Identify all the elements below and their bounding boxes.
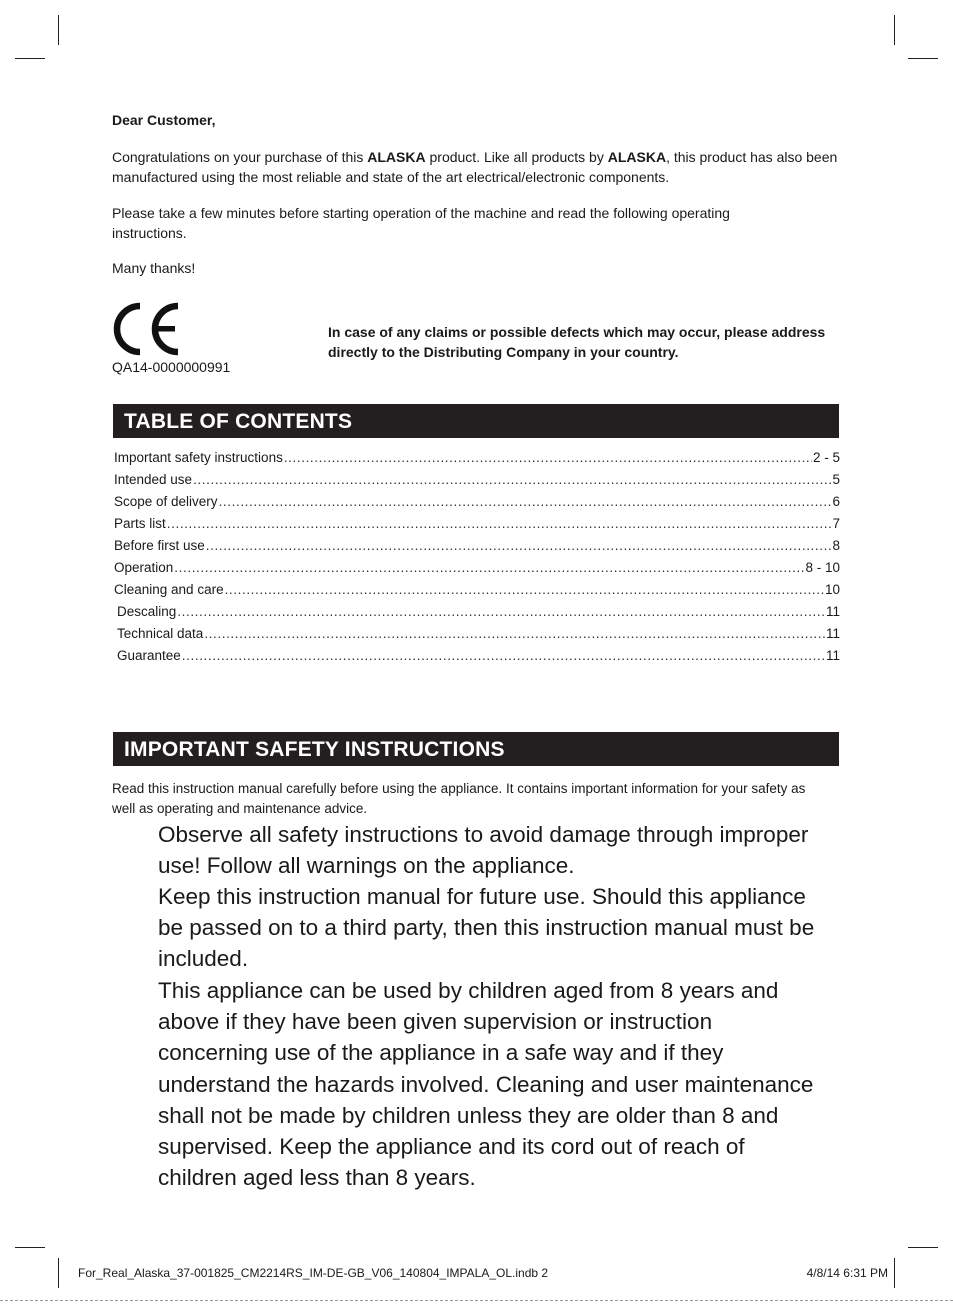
toc-entry[interactable] [114,648,840,670]
toc-entry[interactable] [114,538,840,560]
toc-title: Scope of delivery [114,494,218,509]
intro-text: , this product has also been manufactured using the most reliable and state of the art electrical/electronic components. [112,149,838,185]
toc-title: Parts list [114,516,166,531]
toc-title: Before first use [114,538,205,553]
brand-name: ALASKA [607,149,667,165]
toc-title: Cleaning and care [114,582,224,597]
toc-leader [174,560,804,575]
toc-leader [225,582,824,597]
toc-page: 7 [832,516,840,531]
toc-leader [177,604,825,619]
toc-entry[interactable] [114,450,840,472]
toc-title: Operation [114,560,174,575]
claims-notice: In case of any claims or possible defects which may occur, please address directly to the Distributing Company in your country. [328,324,826,360]
brand-name: ALASKA [367,149,426,165]
crop-mark [908,58,938,59]
toc-entry[interactable] [114,472,840,494]
crop-mark [15,58,45,59]
toc-page: 8 [832,538,840,553]
intro-text: Congratulations on your purchase of this [112,149,368,165]
toc-title: Descaling [117,604,177,619]
toc-entry[interactable] [114,626,840,648]
safety-intro: Read this instruction manual carefully before using the appliance. It contains important information for your safety as well as operating and maintenance advice. [112,781,806,816]
toc-page: 11 [825,604,840,619]
toc-title: Guarantee [117,648,181,663]
toc-entry[interactable] [114,560,840,582]
crop-mark [15,1247,45,1248]
toc-title: Intended use [114,472,193,487]
instructions-paragraph: Please take a few minutes before starting operation of the machine and read the following operating instructions. [112,205,730,241]
table-of-contents [114,450,840,670]
safety-paragraph-2: Keep this instruction manual for future use. Should this appliance be passed on to a third party, then this instruction manual must be included. [158,884,815,972]
safety-paragraph-3: This appliance can be used by children aged from 8 years and above if they have been given supervision or instruction concerning use of the appliance in a safe way and if they understand the hazards involved. Cleaning and user maintenance shall not be made by children unless they are older than 8 and supervised. Keep the appliance and its cord out of reach of children aged less than 8 years. [158,978,814,1191]
toc-page: 11 [825,648,840,663]
ce-mark-icon [110,300,190,358]
safety-paragraph-1: Observe all safety instructions to avoid damage through improper use! Follow all warnings on the appliance. [158,822,809,879]
safety-heading: IMPORTANT SAFETY INSTRUCTIONS [113,732,839,766]
toc-page: 2 - 5 [812,450,840,465]
intro-paragraph [112,148,847,187]
crop-mark [908,1247,938,1248]
toc-leader [219,494,832,509]
toc-entry[interactable] [114,516,840,538]
crop-mark [58,15,59,45]
toc-leader [182,648,825,663]
thanks-paragraph: Many thanks! [112,260,196,276]
footer-timestamp: 4/8/14 6:31 PM [806,1266,888,1280]
intro-text: product. Like all products by [425,149,608,165]
toc-leader [206,538,832,553]
toc-heading: TABLE OF CONTENTS [113,404,839,438]
toc-leader [204,626,825,641]
toc-page: 10 [824,582,840,597]
toc-page: 5 [832,472,840,487]
toc-leader [167,516,832,531]
footer-filename: For_Real_Alaska_37-001825_CM2214RS_IM-DE-GB_V06_140804_IMPALA_OL.indb 2 [78,1266,549,1280]
page-edge [0,1300,953,1301]
toc-entry[interactable] [114,582,840,604]
toc-leader [193,472,831,487]
toc-entry[interactable] [114,604,840,626]
crop-mark [894,1258,895,1288]
crop-mark [58,1258,59,1288]
toc-title: Important safety instructions [114,450,283,465]
toc-entry[interactable] [114,494,840,516]
qa-code: QA14-0000000991 [112,359,231,375]
toc-page: 8 - 10 [805,560,840,575]
toc-title: Technical data [117,626,204,641]
toc-leader [284,450,812,465]
crop-mark [894,15,895,45]
toc-page: 11 [825,626,840,641]
toc-page: 6 [832,494,840,509]
greeting: Dear Customer, [112,112,216,128]
